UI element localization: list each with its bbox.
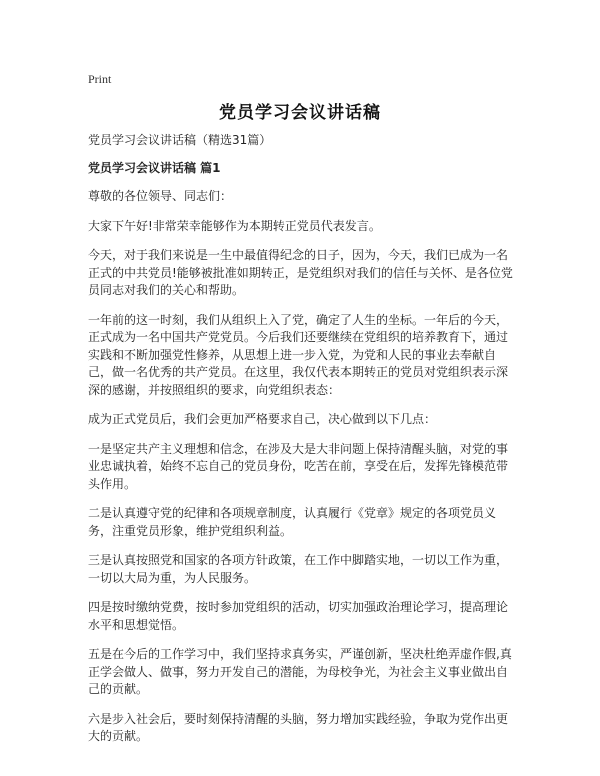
paragraph: 成为正式党员后，我们会更加严格要求自己，决心做到以下几点： (88, 412, 437, 426)
paragraph: 大家下午好!非常荣幸能够作为本期转正党员代表发言。 (88, 218, 381, 233)
paragraph: 一是坚定共产主义理想和信念，在涉及大是大非问题上保持清醒头脑，对党的事业忠诚执着，始终不忘自己的党员身份，吃苦在前，享受在后，发挥先锋模范带头作用。 (88, 441, 509, 491)
paragraph: 五是在今后的工作学习中，我们坚持求真务实，严谨创新，坚决杜绝弄虚作假,真正学会做人、做事，努力开发自己的潜能，为母校争光，为社会主义事业做出自己的贡献。 (88, 647, 512, 696)
paragraph: 一年前的这一时刻，我们从组织上入了党，确定了人生的坐标。一年后的今天，正式成为一名中国共产党党员。今后我们还要继续在党组织的培养教育下，通过实践和不断加强党性修养，从思想上进一步入党，为党和人民的事业去奉献自己，做一名优秀的共产党员。在这里，我仅代表本期转正的党员对党组织表示深深的感谢，并按照组织的要求，向党组织表态： (88, 312, 509, 397)
print-label[interactable]: Print (88, 72, 112, 86)
paragraph: 今天，对于我们来说是一生中最值得纪念的日子，因为，今天，我们已成为一名正式的中共党员!能够被批准如期转正，是党组织对我们的信任与关怀、是各位党员同志对我们的关心和帮助。 (88, 248, 513, 297)
document-body (88, 132, 518, 758)
paragraph: 六是步入社会后，要时刻保持清醒的头脑，努力增加实践经验，争取为党作出更大的贡献。 (88, 711, 509, 743)
section-heading: 党员学习会议讲话稿 篇1 (88, 160, 221, 175)
page-title: 党员学习会议讲话稿 (219, 103, 381, 123)
paragraph: 二是认真遵守党的纪律和各项规章制度，认真履行《党章》规定的各项党员义务，注重党员形象，维护党组织利益。 (88, 506, 497, 538)
paragraph: 四是按时缴纳党费，按时参加党组织的活动，切实加强政治理论学习，提高理论水平和思想觉悟。 (88, 600, 509, 632)
document-subtitle: 党员学习会议讲话稿（精选31篇） (88, 133, 272, 147)
paragraph-salutation: 尊敬的各位领导、同志们： (88, 189, 233, 203)
paragraph: 三是认真按照党和国家的各项方针政策，在工作中脚踏实地，一切以工作为重，一切以大局为重，为人民服务。 (88, 553, 509, 585)
